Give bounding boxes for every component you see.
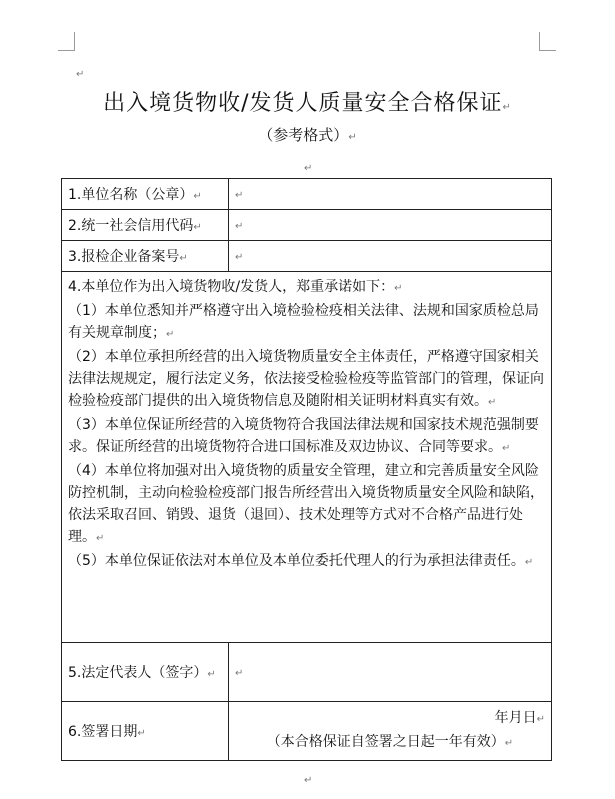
paragraph-mark-icon: ↵	[235, 668, 244, 679]
paragraph-mark-icon: ↵	[166, 329, 175, 340]
paragraph-mark-icon: ↵	[137, 728, 146, 739]
unit-name-label: 1.单位名称（公章）↵	[62, 179, 229, 210]
filing-number-label: 3.报检企业备案号↵	[62, 241, 229, 272]
table-row	[62, 272, 552, 643]
signing-date-label: 6.签署日期↵	[62, 702, 229, 761]
paragraph-mark-icon: ↵	[502, 102, 512, 113]
paragraph-mark-icon: ↵	[488, 397, 497, 408]
paragraph-mark-icon: ↵	[304, 775, 313, 786]
document-title: 出入境货物收/发货人质量安全合格保证↵	[103, 91, 512, 116]
validity-note: （本合格保证自签署之日起一年有效）↵	[266, 734, 514, 750]
commitment-item-1: （1）本单位悉知并严格遵守出入境检验检疫相关法律、法规和国家质检总局有关规章制度；↵	[68, 303, 539, 341]
paragraph-mark-icon: ↵	[394, 283, 403, 294]
legal-representative-label: 5.法定代表人（签字）↵	[62, 643, 229, 702]
paragraph-mark-icon: ↵	[96, 533, 105, 544]
commitment-intro: 4.本单位作为出入境货物收/发货人，郑重承诺如下：↵	[68, 279, 403, 295]
commitment-item-5: （5）本单位保证依法对本单位及本单位委托代理人的行为承担法律责任。↵	[68, 553, 534, 569]
table-row	[62, 241, 552, 272]
commitment-item-3: （3）本单位保证所经营的入境货物符合我国法律法规和国家技术规范强制要求。保证所经营的出境货物符合进口国标准及双边协议、合同等要求。↵	[68, 417, 539, 455]
crop-mark-top-right	[539, 32, 556, 51]
signing-date-field[interactable]	[229, 702, 552, 761]
paragraph-mark-icon: ↵	[502, 443, 511, 454]
legal-representative-signature-field[interactable]	[229, 643, 552, 702]
paragraph-mark-icon: ↵	[235, 190, 244, 201]
commitment-item-2: （2）本单位承担所经营的出入境货物质量安全主体责任，严格遵守国家相关法律法规规定，履行法定义务，依法接受检验检疫等监管部门的管理，保证向检验检疫部门提供的出入境货物信息及随附相关证明材料真实有效。↵	[68, 349, 544, 409]
table-row	[62, 702, 552, 761]
commitment-item-4: （4）本单位将加强对出入境货物的质量安全管理，建立和完善质量安全风险防控机制，主动向检验检疫部门报告所经营出入境货物质量安全风险和缺陷，依法采取召回、销毁、退货（退回）、技术处理等方式对不合格产品进行处理。↵	[68, 463, 544, 545]
filing-number-field[interactable]	[229, 241, 552, 272]
credit-code-field[interactable]	[229, 210, 552, 241]
paragraph-mark-icon: ↵	[348, 132, 357, 143]
paragraph-mark-icon: ↵	[193, 222, 202, 233]
paragraph-mark-icon: ↵	[235, 252, 244, 263]
paragraph-mark-icon: ↵	[235, 221, 244, 232]
unit-name-field[interactable]	[229, 179, 552, 210]
commitment-cell	[62, 272, 552, 643]
paragraph-mark-icon: ↵	[76, 69, 85, 80]
date-placeholder: 年月日↵	[494, 710, 545, 726]
document-subtitle: （参考格式）↵	[258, 126, 357, 144]
credit-code-label: 2.统一社会信用代码↵	[62, 210, 229, 241]
paragraph-mark-icon: ↵	[304, 163, 313, 174]
table-row	[62, 210, 552, 241]
guarantee-form-table	[61, 178, 552, 761]
paragraph-mark-icon: ↵	[504, 738, 514, 749]
paragraph-mark-icon: ↵	[193, 191, 202, 202]
paragraph-mark-icon: ↵	[536, 714, 545, 725]
table-row	[62, 643, 552, 702]
crop-mark-top-left	[58, 32, 75, 51]
table-row	[62, 179, 552, 210]
paragraph-mark-icon: ↵	[179, 253, 188, 264]
paragraph-mark-icon: ↵	[207, 669, 216, 680]
paragraph-mark-icon: ↵	[524, 557, 534, 568]
